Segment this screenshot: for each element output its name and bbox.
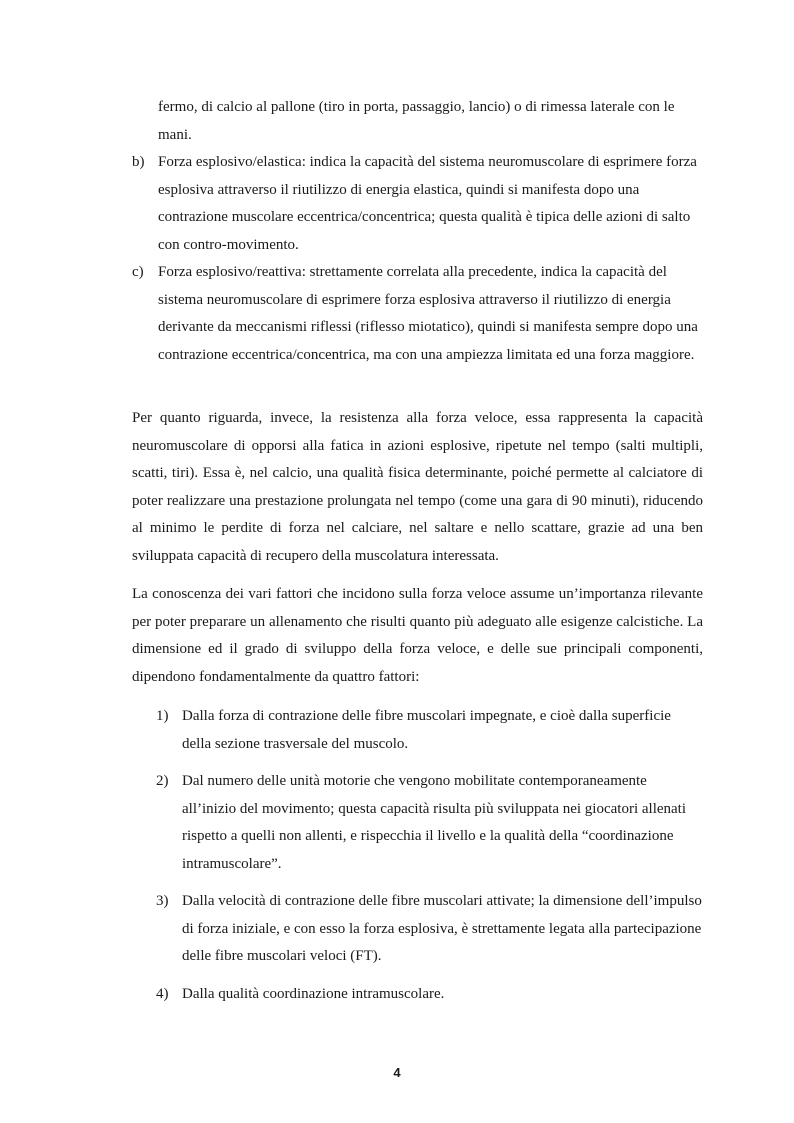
list-marker: 3) (156, 893, 169, 909)
list-item-text: Dalla velocità di contrazione delle fibre muscolari attivate; la dimensione dell’impulso di forza iniziale, e con esso la forza esplosiva, è strettamente legata alla partecipazione delle fibre muscolari veloci (FT). (182, 893, 702, 964)
list-item-text: Dalla forza di contrazione delle fibre muscolari impegnate, e cioè dalla superficie della sezione trasversale del muscolo. (182, 708, 671, 752)
list-marker: 1) (156, 708, 169, 724)
list-item (156, 981, 703, 1009)
continuation-text: fermo, di calcio al pallone (tiro in porta, passaggio, lancio) o di rimessa laterale con le mani. (158, 99, 675, 143)
list-marker: 2) (156, 773, 169, 789)
list-item (132, 149, 703, 259)
list-item (156, 888, 703, 971)
list-item (156, 703, 703, 758)
list-marker: b) (132, 154, 145, 170)
paragraph-fattori: La conoscenza dei vari fattori che incidono sulla forza veloce assume un’importanza rilevante per poter preparare un allenamento che risulti quanto più adeguato alle esigenze calcistiche. La dimensione ed il grado di sviluppo della forza veloce, e delle sue principali componenti, dipendono fondamentalmente da quattro fattori: (132, 586, 703, 685)
alpha-list (132, 149, 703, 369)
numbered-list (156, 703, 703, 1018)
list-item-text: Dal numero delle unità motorie che vengono mobilitate contemporaneamente all’inizio del movimento; questa capacità risulta più sviluppata nei giocatori allenati rispetto a quelli non allenti, e rispecchia il livello e la qualità della “coordinazione intramuscolare”. (182, 773, 687, 872)
list-item-text: Forza esplosivo/elastica: indica la capacità del sistema neuromuscolare di esprimere forza esplosiva attraverso il riutilizzo di energia elastica, quindi si manifesta dopo una contrazione muscolare eccentrica/concentrica; questa qualità è tipica delle azioni di salto con contro-movimento. (158, 154, 697, 253)
list-item (132, 259, 703, 369)
page-number: 4 (393, 1065, 401, 1080)
list-item-text: Forza esplosivo/reattiva: strettamente correlata alla precedente, indica la capacità del sistema neuromuscolare di esprimere forza esplosiva attraverso il riutilizzo di energia derivante da meccanismi riflessi (riflesso miotatico), quindi si manifesta sempre dopo una contrazione eccentrica/concentrica, ma con una ampiezza limitata ed una forza maggiore. (158, 264, 698, 363)
list-item (156, 768, 703, 878)
list-marker: 4) (156, 985, 169, 1002)
list-item-text: Dalla qualità coordinazione intramuscolare. (182, 985, 445, 1002)
paragraph-resistenza: Per quanto riguarda, invece, la resistenza alla forza veloce, essa rappresenta la capacità neuromuscolare di opporsi alla fatica in azioni esplosive, ripetute nel tempo (salti multipli, scatti, tiri). Essa è, nel calcio, una qualità fisica determinante, poiché permette al calciatore di poter realizzare una prestazione prolungata nel tempo (come una gara di 90 minuti), riducendo al minimo le perdite di forza nel calciare, nel saltare e nello scattare, grazie ad una ben sviluppata capacità di recupero della muscolatura interessata. (132, 410, 703, 564)
list-marker: c) (132, 264, 144, 280)
